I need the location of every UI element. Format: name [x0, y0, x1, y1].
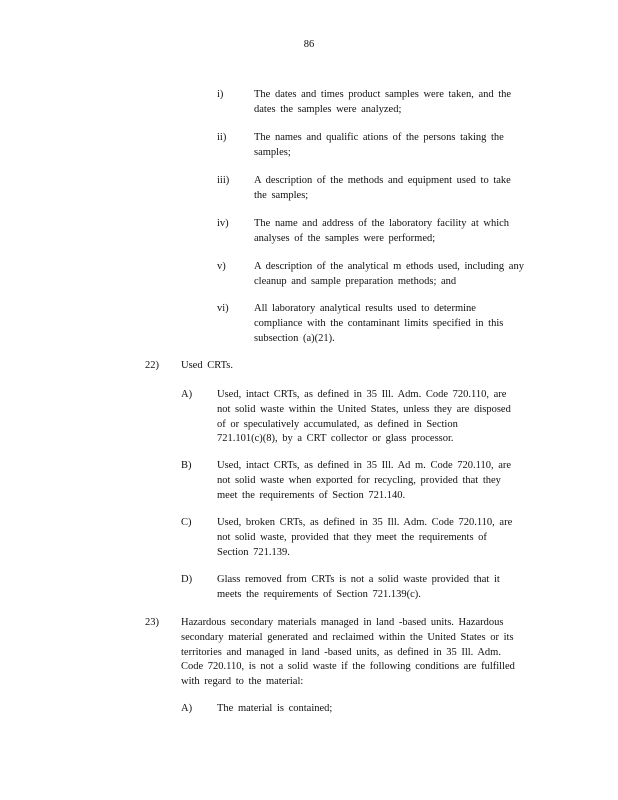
item-text [254, 88, 544, 118]
text-line: 721.101(c)(8), by a CRT collector or glass processor. [217, 433, 454, 445]
text-line: The names and qualific ations of the persons taking the [254, 132, 504, 143]
text-line: dates the samples were analyzed; [254, 103, 402, 115]
text-line: of or speculatively accumulated, as defined in Section [217, 418, 458, 430]
text-line: The material is contained; [217, 703, 333, 714]
item-label: ii) [217, 132, 227, 143]
item-label: iv) [217, 218, 229, 229]
text-line: not solid waste, provided that they meet the requirements of [217, 531, 487, 543]
text-line: cleanup and sample preparation methods; and [254, 275, 457, 287]
section-label: 23) [145, 617, 159, 628]
text-line: Section 721.139. [217, 546, 290, 558]
item-text [254, 260, 544, 290]
item-label: A) [181, 703, 193, 714]
item-text [217, 459, 557, 503]
text-line: The dates and times product samples were taken, and the [254, 89, 512, 100]
section-label: 22) [145, 360, 159, 371]
item-label: B) [181, 460, 192, 471]
item-text [217, 388, 557, 447]
text-line: Glass removed from CRTs is not a solid waste provided that it [217, 574, 500, 585]
item-text [254, 302, 544, 346]
text-line: territories and managed in land -based units, as defined in 35 Ill. Adm. [181, 646, 501, 658]
text-line: not solid waste when exported for recycling, provided that they [217, 474, 501, 486]
item-label: A) [181, 389, 193, 400]
text-line: A description of the analytical m ethods used, including any [254, 261, 524, 272]
text-line: The name and address of the laboratory facility at which [254, 218, 510, 229]
text-line: Code 720.110, is not a solid waste if the following conditions are fulfilled [181, 661, 515, 673]
text-line: meets the requirements of Section 721.139(c). [217, 588, 421, 600]
text-line: subsection (a)(21). [254, 332, 335, 344]
section-heading [181, 359, 561, 374]
text-line: the samples; [254, 189, 309, 201]
text-line: Hazardous secondary materials managed in land -based units. Hazardous [181, 617, 504, 628]
item-label: vi) [217, 303, 229, 314]
text-line: Used, broken CRTs, as defined in 35 Ill. Adm. Code 720.110, are [217, 517, 513, 528]
item-text [217, 702, 557, 717]
item-text [217, 516, 557, 560]
text-line: Used, intact CRTs, as defined in 35 Ill. Adm. Code 720.110, are [217, 389, 507, 400]
item-text [217, 573, 557, 603]
item-text [254, 174, 544, 204]
text-line: compliance with the contaminant limits specified in this [254, 317, 504, 329]
item-text [254, 131, 544, 161]
text-line: samples; [254, 146, 291, 158]
text-line: analyses of the samples were performed; [254, 232, 436, 244]
item-label: C) [181, 517, 192, 528]
text-line: A description of the methods and equipment used to take [254, 175, 511, 186]
text-line: secondary material generated and reclaimed within the United States or its [181, 631, 514, 643]
item-text [254, 217, 544, 247]
item-label: D) [181, 574, 193, 585]
text-line: not solid waste within the United States, unless they are disposed [217, 403, 511, 415]
text-line: Used, intact CRTs, as defined in 35 Ill. Ad m. Code 720.110, are [217, 460, 512, 471]
item-label: v) [217, 261, 226, 272]
text-line: All laboratory analytical results used to determine [254, 303, 476, 314]
item-label: i) [217, 89, 224, 100]
section-text [181, 616, 581, 690]
text-line: Used CRTs. [181, 360, 233, 371]
text-line: meet the requirements of Section 721.140. [217, 489, 406, 501]
page-number: 86 [303, 39, 315, 50]
text-line: with regard to the material: [181, 676, 304, 688]
item-label: iii) [217, 175, 230, 186]
